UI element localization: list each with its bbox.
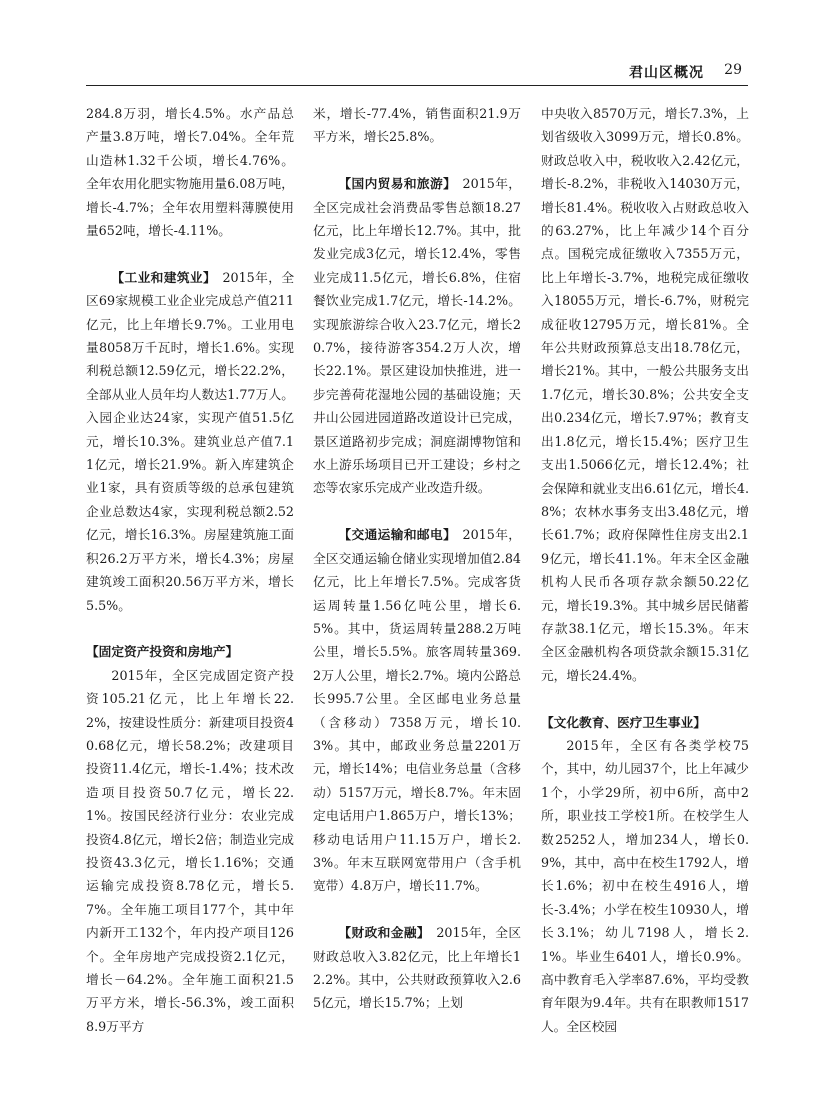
section-heading: 【交通运输和邮电】 [338,527,457,543]
section-body: 2015年，全区完成固定资产投资105.21亿元，比上年增长22.2%，按建设性质分：新建项目投资40.68亿元，增长58.2%；改建项目投资11.4亿元，增长-1.4%；技术改造项目投资50.7亿元，增长22.1%。按国民经济行业分：农业完成投资4.8亿元，增长2倍；制造业完成投资43.3亿元，增长1.16%；交通运输完成投资8.78亿元，增长5.7%。全年施工项目177个，其中年内新开工132个，年内投产项目126个。全年房地产完成投资2.1亿元，增长－64.2%。全年施工面积21.5万平方米，增长-56.3%，竣工面积8.9万平方 [86,667,294,1034]
section-body: 2015年，全区69家规模工业企业完成总产值211亿元，比上年增长9.7%。工业用电量8058万千瓦时，增长1.6%。实现利税总额12.59亿元，增长22.2%，全部从业人员年均人数达1.77万人。入园企业达24家，实现产值51.5亿元，增长10.3%。建筑业总产值7.11亿元，增长21.9%。新入库建筑企业1家，具有资质等级的总承包建筑企业总数达4家，实现利税总额2.52亿元，增长16.3%。房屋建筑施工面积26.2万平方米，增长4.3%；房屋建筑竣工面积20.56万平方米，增长5.5%。 [86,269,295,613]
section-heading: 【国内贸易和旅游】 [338,176,457,192]
section-body: 2015年，全区财政总收入3.82亿元，比上年增长12.2%。其中，公共财政预算收入2.65亿元，增长15.7%；上划 [313,925,522,1011]
paragraph: 284.8万羽，增长4.5%。水产品总产量3.8万吨，增长7.04%。全年荒山造林1.32千公顷，增长4.76%。全年农用化肥实物施用量6.08万吨，增长-4.7%；全年农用塑料薄膜使用量652吨，增长-4.11%。 [86,106,294,239]
section-body: 2015年，全区交通运输仓储业实现增加值2.84亿元，比上年增长7.5%。完成客货运周转量1.56亿吨公里，增长6.5%。其中，货运周转量288.2万吨公里，增长5.5%。旅客周转量369.2万人公里，增长2.7%。境内公路总长995.7公里。全区邮电业务总量（含移动）7358万元，增长10.3%。其中，邮政业务总量2201万元，增长14%；电信业务总量（含移动）5157万元，增长8.7%。年末固定电话用户1.865万户，增长13%；移动电话用户11.15万户，增长2.3%。年末互联网宽带用户（含手机宽带）4.8万户，增长11.7%。 [313,527,521,894]
section-heading: 【财政和金融】 [338,925,431,941]
paragraph: 米，增长-77.4%，销售面积21.9万平方米，增长25.8%。 [313,106,521,145]
paragraph: 中央收入8570万元，增长7.3%，上划省级收入3099万元，增长0.8%。财政总收入中，税收收入2.42亿元，增长-8.2%，非税收入14030万元，增长81.4%。税收收入占财政总收入的63.27%，比上年减少14个百分点。国税完成征缴收入7355万元，比上年增长-3.7%，地税完成征缴收入18055万元，增长-6.7%，财税完成征收12795万元，增长81%。全年公共财政预算总支出18.78亿元，增长21%。其中，一般公共服务支出1.7亿元，增长30.8%；公共安全支出0.234亿元，增长7.97%；教育支出1.8亿元，增长15.4%；医疗卫生支出1.5066亿元，增长12.4%；社会保障和就业支出6.61亿元，增长4.8%；农林水事务支出3.48亿元，增长61.7%；政府保障性住房支出2.19亿元，增长41.1%。年末全区金融机构人民币各项存款余额50.22亿元，增长19.3%。其中城乡居民储蓄存款38.1亿元，增长15.3%。年末全区金融机构各项贷款余额15.31亿元，增长24.4%。 [541,106,749,683]
text-column-1 [86,102,294,1038]
page-number: 29 [724,62,742,78]
section-body: 2015年，全区有各类学校75个，其中，幼儿园37个，比上年减少1个，小学29所，初中6所，高中2所，职业技工学校1所。在校学生人数25252人，增加234人，增长0.9%，其中，高中在校生1792人，增长1.6%；初中在校生4916人，增长-3.4%；小学在校生10930人，增长3.1%；幼儿7198人，增长2.1%。毕业生6401人，增长0.9%。高中教育毛入学率87.6%，平均受教育年限为9.4年。共有在职教师1517人。全区校园 [541,737,749,1034]
text-column-2 [313,102,521,1015]
header-rule [86,85,748,87]
section-body: 2015年，全区完成社会消费品零售总额18.27亿元，比上年增长12.7%。其中，批发业完成3亿元，增长12.4%，零售业完成11.5亿元，增长6.8%，住宿餐饮业完成1.7亿元，增长-14.2%。实现旅游综合收入23.7亿元，增长20.7%，接待游客354.2万人次，增长22.1%。景区建设加快推进，进一步完善荷花湿地公园的基础设施；天井山公园进园道路改道设计已完成，景区道路初步完成；洞庭湖博物馆和水上游乐场项目已开工建设；乡村之恋等农家乐完成产业改造升级。 [313,176,521,496]
section-finance [313,921,521,1015]
header-title: 君山区概况 [629,65,704,81]
running-header [86,60,748,86]
section-trade [313,172,521,500]
section-transport [313,523,521,898]
section-heading: 【工业和建筑业】 [111,269,217,285]
section-industry [86,266,294,617]
text-column-3 [541,102,749,1038]
section-heading: 【文化教育、医疗卫生事业】 [541,714,706,730]
section-heading: 【固定资产投资和房地产】 [86,644,239,660]
